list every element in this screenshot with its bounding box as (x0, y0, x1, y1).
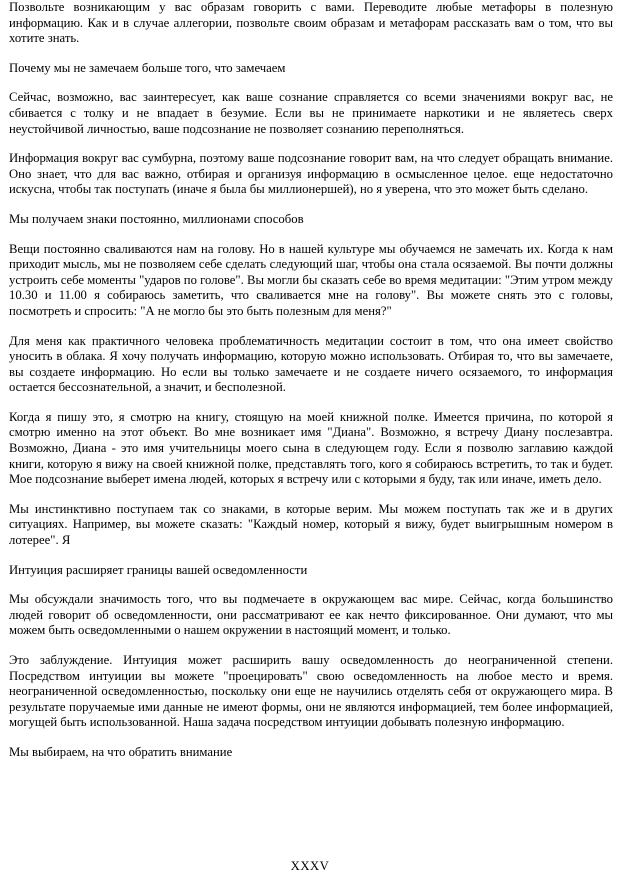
page-number: XXXV (290, 859, 330, 873)
paragraph-6: Когда я пишу это, я смотрю на книгу, стоящую на моей книжной полке. Имеется причина, по которой я смотрю именно на этот объект. Во мне возникает имя "Диана". Возможно, я встречу Диану послезавтра. Возможно, Диана - это имя учительницы моего сына в следующем году. Если я позволю заглавию каждой книги, которую я вижу на своей книжной полке, представлять того, кого я собираюсь встретить, то так и будет. Мое подсознание выберет имена людей, которых я встречу или с которыми я буду, так или иначе, иметь дело. (9, 409, 613, 487)
section-heading-2: Мы получаем знаки постоянно, миллионами способов (9, 211, 304, 226)
paragraph-4: Вещи постоянно сваливаются нам на голову. Но в нашей культуре мы обучаемся не замечать их. Когда к нам приходит мысль, мы не позволяем себе сделать следующий шаг, чтобы она стала осязаемой. Вы почти должны устроить себе моменты "ударов по голове". Вы могли бы сказать себе во время медитации: "Этим утром между 10.30 и 11.00 я собираюсь заметить, что сваливается мне на голову". Вы можете снять это с головы, посмотреть и спросить: "А не могло бы это быть полезным для меня?" (9, 241, 613, 318)
paragraph-7: Мы инстинктивно поступаем так со знаками, в которые верим. Мы можем поступать так же и в других ситуациях. Например, вы можете сказать: "Каждый номер, который я вижу, будет выигрышным номером в лотерее". Я (9, 501, 613, 548)
section-heading-1: Почему мы не замечаем больше того, что замечаем (9, 60, 286, 75)
paragraph-5: Для меня как практичного человека проблематичность медитации состоит в том, что она имеет свойство уносить в облака. Я хочу получать информацию, которую можно использовать. Отбирая то, что вы замечаете, вы создаете информацию. Но если вы только замечаете и не создаете ничего осязаемого, то информация остается бессознательной, а значит, и бесполезной. (9, 333, 613, 395)
document-page (9, 0, 613, 775)
section-heading-4: Мы выбираем, на что обратить внимание (9, 744, 233, 759)
paragraph-1: Позвольте возникающим у вас образам говорить с вами. Переводите любые метафоры в полезную информацию. Как и в случае аллегории, позвольте своим образам и метафорам рассказать вам о том, что вы хотите знать. (9, 0, 613, 46)
paragraph-9: Это заблуждение. Интуиция может расширить вашу осведомленность до неограниченной степени. Посредством интуиции вы можете "проецировать" свою осведомленность на любое место и время. неограниченной осведомленностью, поскольку они еще не научились отделять себя от окружающего мира. В результате поручаемые ими данные не имеют формы, они не являются информацией, тем более информацией, могущей быть использованной. Наша задача посредством интуиции добывать полезную информацию. (9, 653, 613, 730)
section-heading-3: Интуиция расширяет границы вашей осведомленности (9, 562, 308, 577)
paragraph-2: Сейчас, возможно, вас заинтересует, как ваше сознание справляется со всеми значениями вокруг вас, не сбивается с толку и не впадает в безумие. Если вы не принимаете наркотики и не являетесь сверх неустойчивой личностью, ваше подсознание не позволяет сознанию переполняться. (9, 90, 613, 136)
paragraph-8: Мы обсуждали значимость того, что вы подмечаете в окружающем вас мире. Сейчас, когда большинство людей говорит об осведомленности, они рассматривают ее как нечто фиксированное. Они думают, что мы можем быть осведомленными о нашем окружении в настоящий момент, и только. (9, 592, 613, 638)
paragraph-3: Информация вокруг вас сумбурна, поэтому ваше подсознание говорит вам, на что следует обращать внимание. Оно знает, что для вас важно, отбирая и организуя информацию в осмысленное целое. еще недостаточно искусна, чтобы так поступать (иначе я была бы миллионершей), но я уверена, что это может быть сделано. (9, 151, 613, 197)
